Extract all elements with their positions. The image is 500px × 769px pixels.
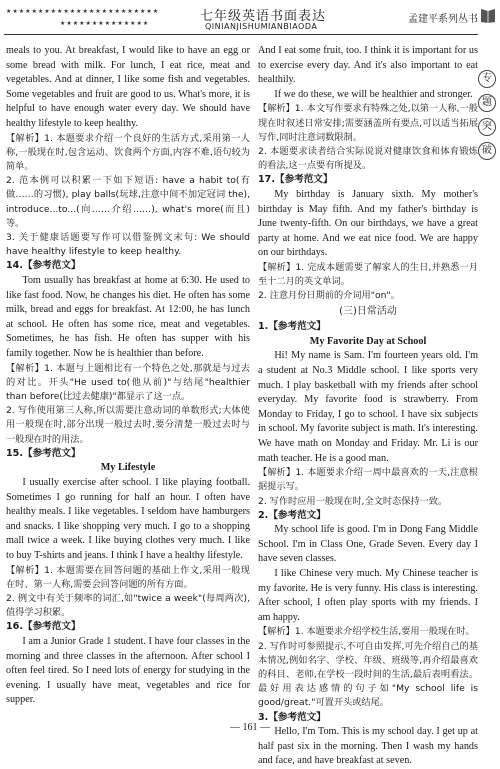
paragraph: 2. 写作时应用一般现在时,全文时态保持一致。 bbox=[258, 495, 448, 507]
paragraph: 17.【参考范文】 bbox=[258, 174, 333, 186]
header-rule bbox=[4, 34, 478, 35]
paragraph: 16.【参考范文】 bbox=[6, 621, 81, 633]
sidebar-badge: 破 bbox=[478, 142, 496, 160]
paragraph: (三)日常活动 bbox=[339, 305, 397, 317]
paragraph: 15.【参考范文】 bbox=[6, 447, 81, 459]
book-title-pinyin: QINIANJISHUMIANBIAODA bbox=[205, 22, 318, 31]
book-icon bbox=[480, 6, 496, 24]
paragraph: 【解析】1. 本题要求介绍一周中最喜欢的一天,注意根据提示写。 bbox=[258, 467, 478, 493]
paragraph: Hi! My name is Sam. I'm fourteen years old. I'm a student at No.3 Middle school. I like sports very much. I play basketball with my friends after school everyday. My favorite food is strawberry. From Monday to Friday, I go to school. I have six subjects in school. My favorite subject is math. It's interesting. We have math on Monday and Friday. Mr. Li is our math teacher. He is a good man. bbox=[258, 350, 478, 464]
left-column bbox=[6, 44, 250, 708]
paragraph: 2. 写作使用第三人称,所以需要注意动词的单数形式;大体使用一般现在时,部分出现一般过去时,要分清楚一般过去时与一般现在时的用法。 bbox=[6, 405, 250, 445]
paragraph: My Favorite Day at School bbox=[309, 335, 427, 347]
paragraph: If we do these, we will be healthier and stronger. bbox=[274, 88, 473, 100]
sidebar-badge: 专 bbox=[478, 70, 496, 88]
page-header bbox=[0, 0, 500, 44]
paragraph: 2. 例文中有关于频率的词汇,如"twice a week"(每周两次),值得学习积累。 bbox=[6, 592, 250, 619]
paragraph: Tom usually has breakfast at home at 6:30. He used to like fast food. Now, he changes his diet. He often has some milk, bread and eggs for breakfast. At 12:00, he has lunch at school. He often has some rice, meat and vegetables. Sometimes, he has fish. He often has supper with his family together. Now he is healthier than before. bbox=[6, 274, 250, 359]
paragraph: My Lifestyle bbox=[100, 462, 156, 474]
paragraph: I am a Junior Grade 1 student. I have four classes in the morning and three classes in the afternoon. After school I often feel tired. So I need lots of energy for studying in the evening. I usually have meat, vegetables and rice for supper. bbox=[6, 635, 250, 706]
paragraph: 【解析】1. 本题需要在回答问题的基础上作文,采用一般现在时、第一人称,需要会回答问题的所有方面。 bbox=[6, 564, 250, 590]
paragraph: 【解析】1. 本题要求介绍一个良好的生活方式,采用第一人称,一般现在时,包含运动、饮食两个方面,内容不难,语句较为简单。 bbox=[6, 132, 250, 172]
paragraph: 2. 注意月份日期前的介词用"on"。 bbox=[258, 290, 400, 302]
paragraph: 2.【参考范文】 bbox=[258, 509, 326, 521]
paragraph: 2. 写作时可参照提示,不可自由发挥,可先介绍自己的基本情况,例如名字、学校、年级、班级等,再介绍最喜欢的科目、老师,在学校一段时间的生活,最后表明看法。最好用表达感情的句子如"My school life is good/great."可置开头或结尾。 bbox=[258, 640, 478, 709]
sidebar-badge: 题 bbox=[478, 94, 496, 112]
paragraph: Hello, I'm Tom. This is my school day. I get up at half past six in the morning. Then I wash my hands and face, and have breakfast at seven. bbox=[258, 726, 478, 767]
paragraph: My birthday is January sixth. My mother's birthday is May fifth. And my father's birthday is June twenty-fifth. On our birthdays, we have a great party at home. And we eat nice food. We are happy on our birthdays. bbox=[258, 188, 478, 259]
right-column bbox=[258, 44, 478, 769]
paragraph: 2. 范本例可以积累一下如下短语: have a habit to(有做……的习惯), play balls(玩球,注意中间不加定冠词 the), introduce...to...(向……介绍……), what's more(而且)等。 bbox=[6, 175, 250, 229]
paragraph: 【解析】1. 本题与上题相比有一个特色之处,那就是与过去的对比。开头"He used to(他从前)"与结尾"healthier than before(比过去健康)"都显示了这一点。 bbox=[6, 362, 250, 402]
paragraph: 【解析】1. 完成本题需要了解家人的生日,并熟悉一月至十二月的英文单词。 bbox=[258, 261, 478, 288]
paragraph: 3.【参考范文】 bbox=[258, 711, 326, 723]
star-decoration-2: ★★★★★★★★★★★★★★ bbox=[60, 20, 150, 27]
paragraph: And I eat some fruit, too. I think it is important for us to exercise every day. And it's also important to eat healthily. bbox=[258, 45, 478, 86]
paragraph: 【解析】1. 本题要求介绍学校生活,要用一般现在时。 bbox=[258, 626, 475, 638]
series-name: 孟建平系列丛书 bbox=[408, 14, 478, 25]
paragraph: 3. 关于健康话题要写作可以借鉴例文末句: We should have healthy lifestyle to keep healthy. bbox=[6, 231, 250, 258]
paragraph: 14.【参考范文】 bbox=[6, 260, 81, 272]
sidebar-badge: 突 bbox=[478, 118, 496, 136]
paragraph: 【解析】1. 本文写作要求有特殊之处,以第一人称,一般现在时叙述日常安排;需要涵盖所有要点,可以适当拓展写作,同时注意词数限制。 bbox=[258, 103, 478, 143]
page-number: — 161 — bbox=[230, 722, 270, 733]
sidebar-tabs bbox=[478, 70, 498, 166]
paragraph: I usually exercise after school. I like playing football. Sometimes I go running for half an hour. I often have healthy meals. I like vegetables. I seldom have hamburgers and snacks. I like shopping very much. I go to a shopping mall twice a week. I like buying clothes very much. I like to buy T-shirts and jeans. I think I have a healthy lifestyle. bbox=[6, 476, 250, 561]
paragraph: My school life is good. I'm in Dong Fang Middle School. I'm in Class One, Grade Seven. Every day I have seven classes. bbox=[258, 524, 478, 565]
paragraph: meals to you. At breakfast, I would like to have an egg or some bread with milk. For lunch, I eat rice, meat and vegetables. And at dinner, I like some fish and vegetables. Some vegetables and fruit are good to us. What's more, it is helpful to have enough water every day. We should have healthy lifestyle to keep healthy. bbox=[6, 45, 250, 129]
paragraph: 1.【参考范文】 bbox=[258, 321, 326, 333]
star-decoration: ★★★★★★★★★★★★★★★★★★★★★★★★ bbox=[6, 8, 160, 15]
paragraph: 2. 本题要求读者结合实际说说对健康饮食和体育锻炼的看法,这一点要有所提及。 bbox=[258, 145, 478, 172]
book-title: 七年级英语书面表达 bbox=[200, 9, 327, 24]
paragraph: I like Chinese very much. My Chinese teacher is my favorite. He is very funny. His class is interesting. After school, I often play sports with my friends. I am happy. bbox=[258, 568, 478, 623]
